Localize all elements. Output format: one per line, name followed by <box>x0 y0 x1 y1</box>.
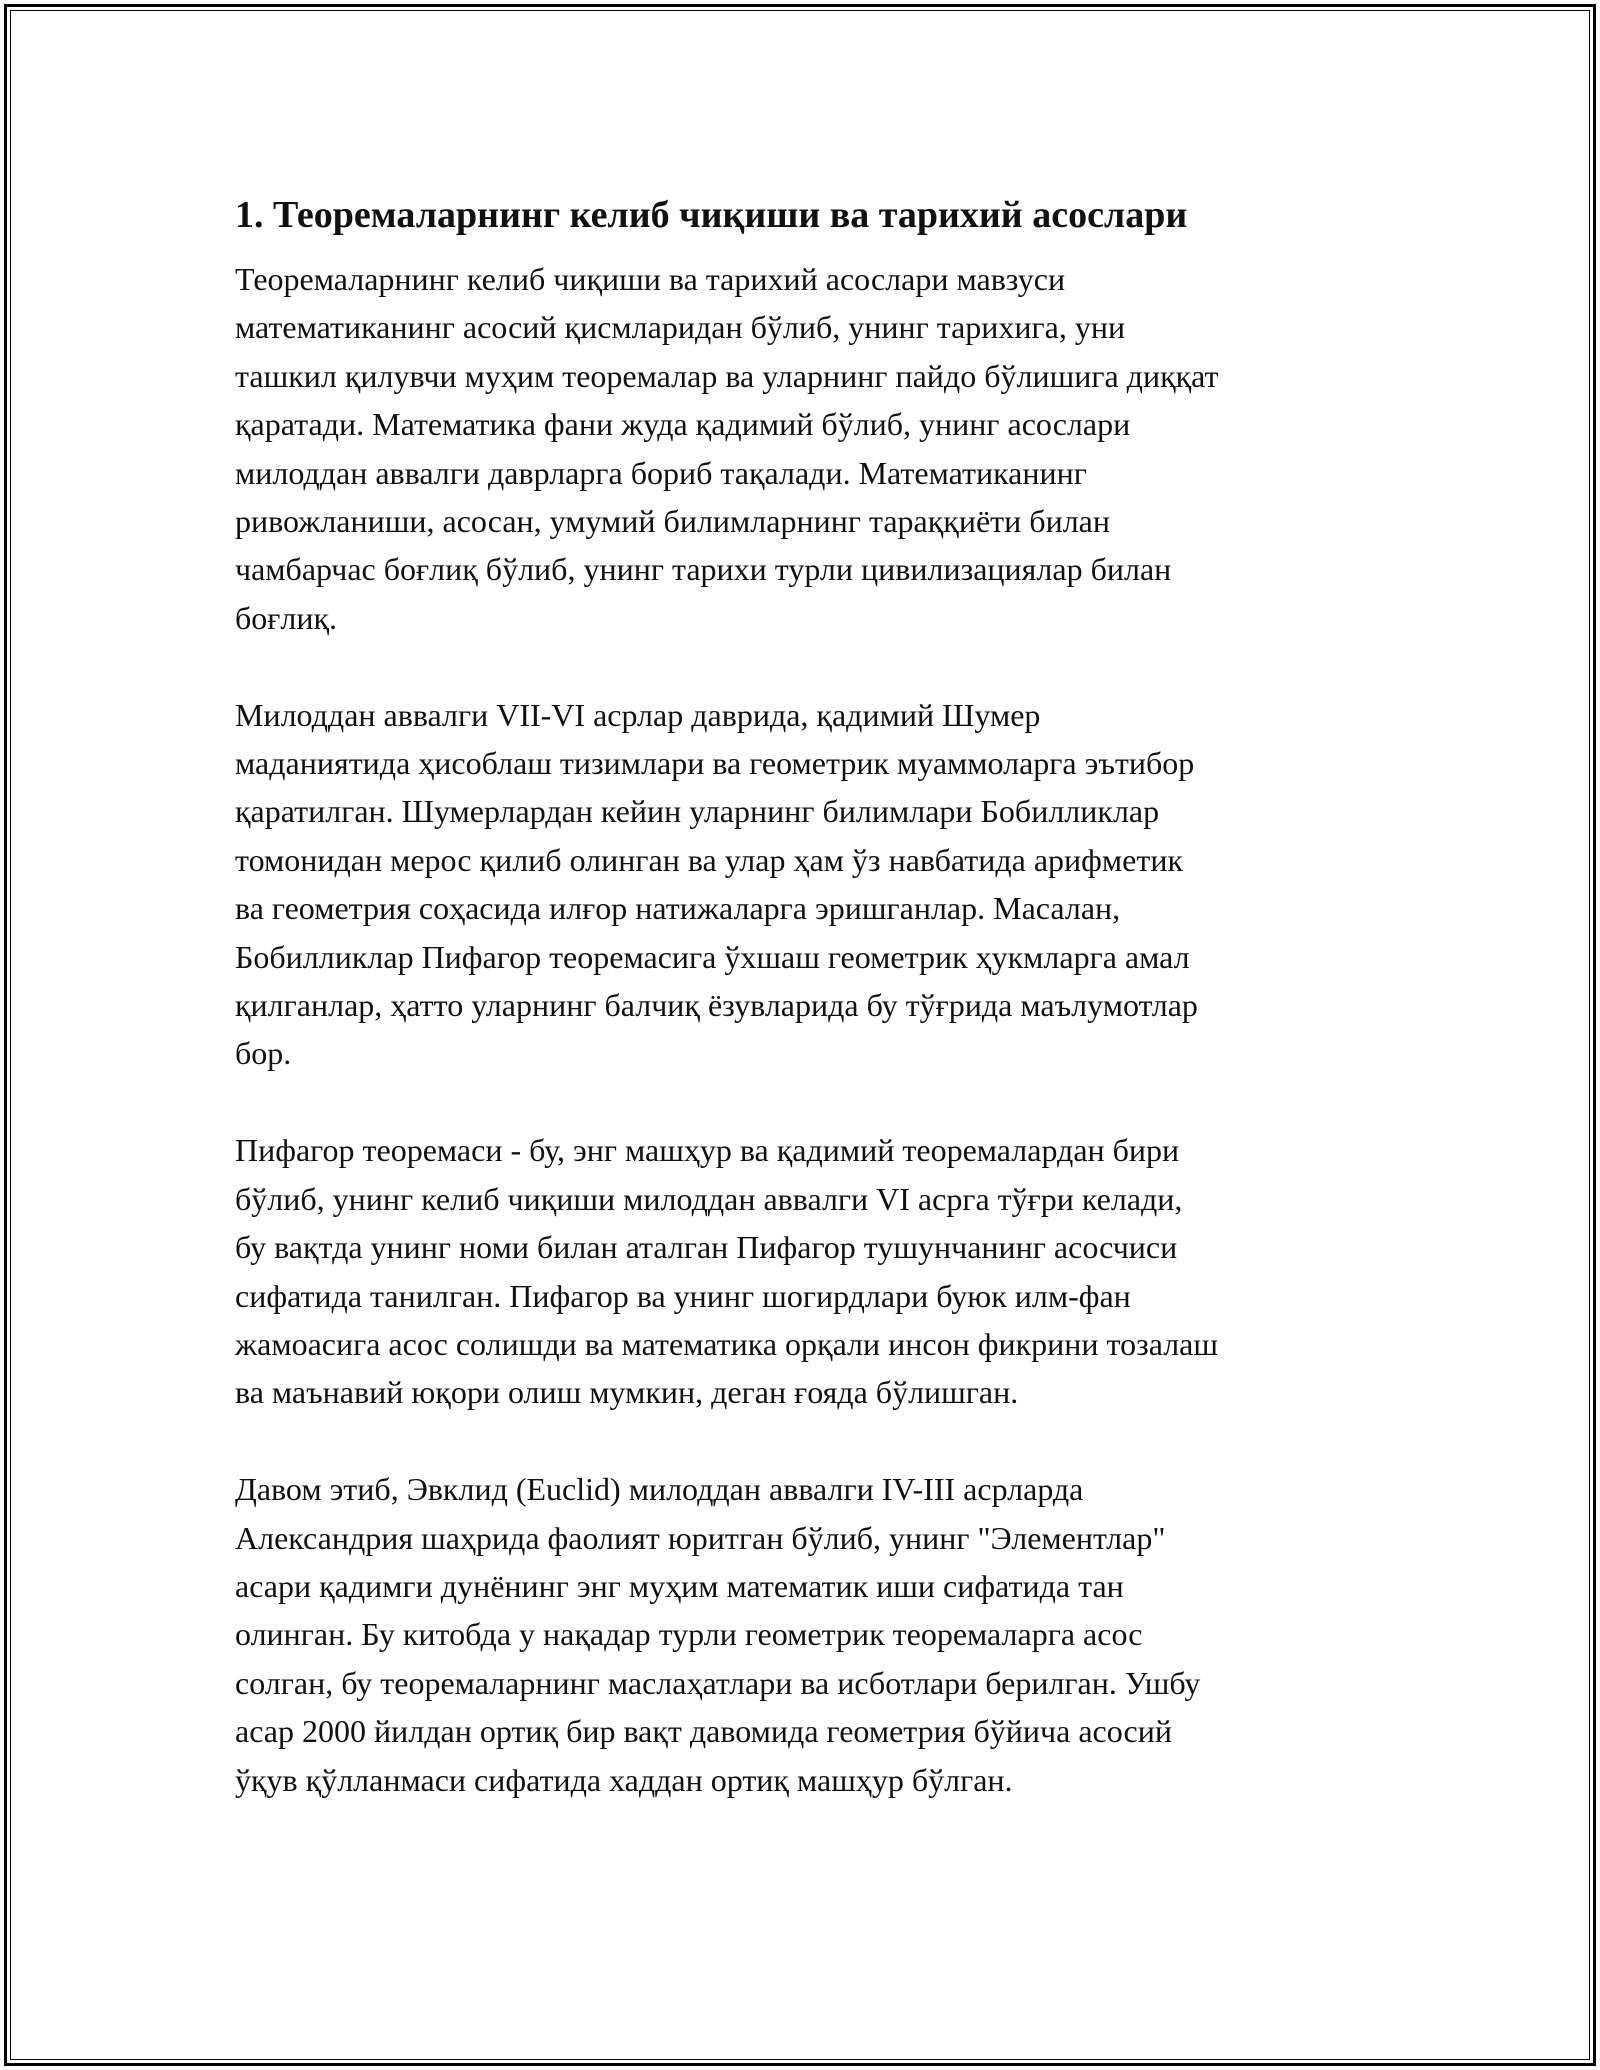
paragraph-line: ва маънавий юқори олиш мумкин, деган ғояда бўлишган. <box>235 1374 1019 1411</box>
paragraph-line: Давом этиб, Эвклид (Euclid) милоддан аввалги IV-III асрларда <box>235 1471 1084 1508</box>
paragraph-line: математиканинг асосий қисмларидан бўлиб, унинг тарихига, уни <box>235 309 1126 346</box>
paragraph-line: томонидан мерос қилиб олинган ва улар ҳам ўз навбатида арифметик <box>235 841 1183 878</box>
paragraph-line: қаратилган. Шумерлардан кейин уларнинг билимлари Бобилликлар <box>235 793 1160 830</box>
paragraph-line: Милоддан аввалги VII-VI асрлар даврида, қадимий Шумер <box>235 696 1041 733</box>
section-heading: 1. Теоремаларнинг келиб чиқиши ва тарихий асослари <box>235 194 1188 236</box>
paragraph-4 <box>235 1465 1385 1804</box>
paragraph-line: сифатида танилган. Пифагор ва унинг шогирдлари буюк илм-фан <box>235 1277 1131 1314</box>
paragraph-line: қилганлар, ҳатто уларнинг балчиқ ёзувларида бу тўғрида маълумотлар <box>235 987 1198 1024</box>
paragraph-line: маданиятида ҳисоблаш тизимлари ва геометрик муаммоларга эътибор <box>235 745 1195 782</box>
paragraph-line: Бобилликлар Пифагор теоремасига ўхшаш геометрик ҳукмларга амал <box>235 938 1190 975</box>
paragraph-line: Пифагор теоремаси - бу, энг машҳур ва қадимий теоремалардан бири <box>235 1132 1180 1169</box>
paragraph-line: ўқув қўлланмаси сифатида хаддан ортиқ машҳур бўлган. <box>235 1761 1013 1798</box>
paragraph-line: солган, бу теоремаларнинг маслаҳатлари ва исботлари берилган. Ушбу <box>235 1664 1201 1701</box>
paragraph-line: боғлиқ. <box>235 599 338 636</box>
paragraph-line: бўлиб, унинг келиб чиқиши милоддан аввалги VI асрга тўғри келади, <box>235 1180 1183 1217</box>
paragraph-line: жамоасига асос солишди ва математика орқали инсон фикрини тозалаш <box>235 1325 1218 1362</box>
paragraph-line: милоддан аввалги даврларга бориб тақалади. Математиканинг <box>235 454 1087 491</box>
paragraph-line: қаратади. Математика фани жуда қадимий бўлиб, унинг асослари <box>235 406 1131 443</box>
paragraph-line: чамбарчас боғлиқ бўлиб, унинг тарихи турли цивилизациялар билан <box>235 551 1172 588</box>
paragraph-line: ва геометрия соҳасида илғор натижаларга эришганлар. Масалан, <box>235 890 1121 927</box>
paragraph-line: Александрия шаҳрида фаолият юритган бўлиб, унинг "Элементлар" <box>235 1519 1166 1556</box>
document-body <box>235 185 1385 1804</box>
paragraph-line: бу вақтда унинг номи билан аталган Пифагор тушунчанинг асосчиси <box>235 1229 1178 1266</box>
paragraph-2 <box>235 691 1385 1078</box>
paragraph-line: асари қадимги дунёнинг энг муҳим математик иши сифатида тан <box>235 1567 1124 1604</box>
paragraph-3 <box>235 1126 1385 1416</box>
paragraph-line: Теоремаларнинг келиб чиқиши ва тарихий асослари мавзуси <box>235 261 1066 297</box>
paragraph-line: ташкил қилувчи муҳим теоремалар ва уларнинг пайдо бўлишига диққат <box>235 357 1219 394</box>
paragraph-line: олинган. Бу китобда у нақадар турли геометрик теоремаларга асос <box>235 1616 1143 1653</box>
paragraph-line: асар 2000 йилдан ортиқ бир вақт давомида геометрия бўйича асосий <box>235 1713 1172 1750</box>
paragraph-line: бор. <box>235 1035 292 1072</box>
paragraph-line: ривожланиши, асосан, умумий билимларнинг тараққиёти билан <box>235 503 1110 540</box>
paragraph-1 <box>235 255 1385 642</box>
